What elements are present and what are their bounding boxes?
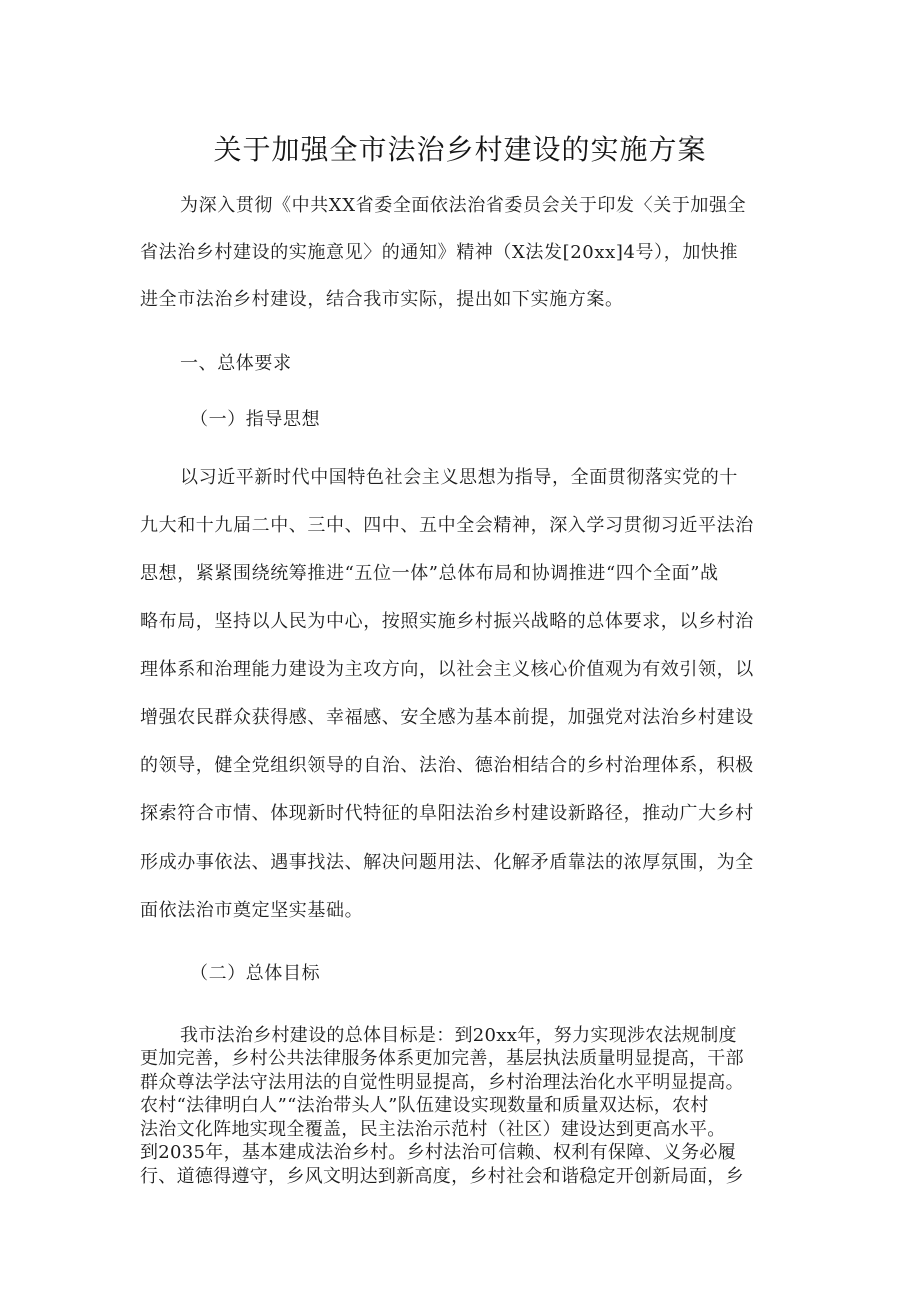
paragraph-line: 我市法治乡村建设的总体目标是：到20xx年，努力实现涉农法规制度 — [180, 1025, 737, 1046]
paragraph-line: 到2035年，基本建成法治乡村。乡村法治可信赖、权利有保障、义务必履 — [140, 1142, 737, 1163]
document-title: 关于加强全市法治乡村建设的实施方案 — [213, 133, 707, 166]
paragraph-line: 思想，紧紧围绕统筹推进“五位一体”总体布局和协调推进“四个全面”战 — [140, 563, 719, 584]
paragraph-line: 以习近平新时代中国特色社会主义思想为指导，全面贯彻落实党的十 — [180, 467, 738, 488]
paragraph-line: 更加完善，乡村公共法律服务体系更加完善，基层执法质量明显提高，干部 — [140, 1048, 744, 1069]
paragraph-line: 增强农民群众获得感、幸福感、安全感为基本前提，加强党对法治乡村建设 — [140, 707, 754, 728]
paragraph-line: 探索符合市情、体现新时代特征的阜阳法治乡村建设新路径，推动广大乡村 — [140, 803, 754, 824]
intro-line: 为深入贯彻《中共XX省委全面依法治省委员会关于印发〈关于加强全 — [180, 195, 747, 216]
subsection-heading: （二）总体目标 — [190, 963, 321, 984]
paragraph-line: 略布局，坚持以人民为中心，按照实施乡村振兴战略的总体要求，以乡村治 — [140, 611, 754, 632]
intro-line: 省法治乡村建设的实施意见〉的通知》精神（X法发[20xx]4号），加快推 — [140, 242, 739, 263]
paragraph-line: 农村“法律明白人”“法治带头人”队伍建设实现数量和质量双达标，农村 — [140, 1095, 709, 1116]
intro-line: 进全市法治乡村建设，结合我市实际，提出如下实施方案。 — [140, 289, 624, 310]
subsection-heading: （一）指导思想 — [190, 409, 321, 430]
paragraph-line: 理体系和治理能力建设为主攻方向，以社会主义核心价值观为有效引领，以 — [140, 659, 754, 680]
paragraph-line: 面依法治市奠定坚实基础。 — [140, 900, 364, 921]
paragraph-line: 的领导，健全党组织领导的自治、法治、德治相结合的乡村治理体系，积极 — [140, 755, 754, 776]
paragraph-line: 形成办事依法、遇事找法、解决问题用法、化解矛盾靠法的浓厚氛围，为全 — [140, 852, 754, 873]
paragraph-line: 九大和十九届二中、三中、四中、五中全会精神，深入学习贯彻习近平法治 — [140, 515, 754, 536]
paragraph-line: 群众尊法学法守法用法的自觉性明显提高，乡村治理法治化水平明显提高。 — [140, 1072, 744, 1093]
section-heading: 一、总体要求 — [180, 353, 292, 374]
paragraph-line: 法治文化阵地实现全覆盖，民主法治示范村（社区）建设达到更高水平。 — [140, 1119, 726, 1140]
paragraph-line: 行、道德得遵守，乡风文明达到新高度，乡村社会和谐稳定开创新局面，乡 — [140, 1166, 744, 1187]
